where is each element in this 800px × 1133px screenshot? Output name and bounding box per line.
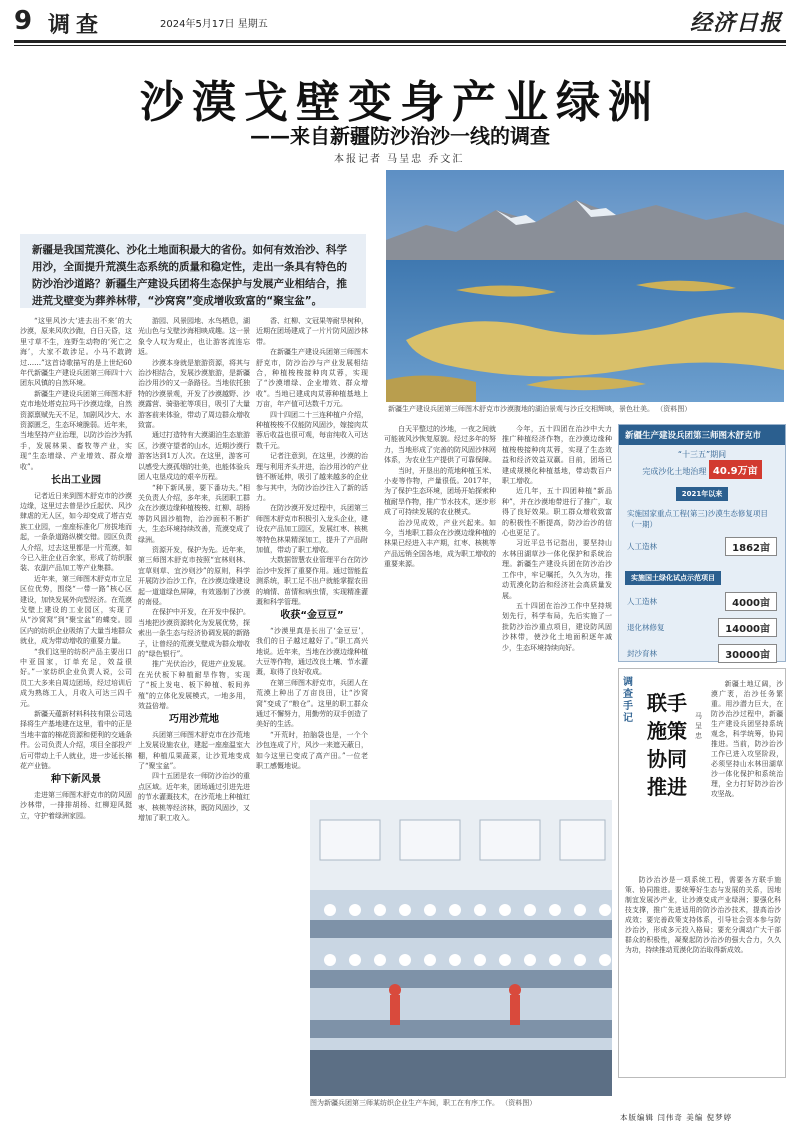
paragraph: 推广光伏治沙，促进产业发展。在光伏板下种植耐旱作物，实现了“板上发电、板下种植、板间养殖”的立体化发展模式，一地多用，效益倍增。 bbox=[138, 660, 250, 711]
section-title: 调查 bbox=[48, 13, 105, 38]
year-label: 2021年以来 bbox=[676, 487, 728, 501]
paragraph: 新疆土地辽阔，沙漠广袤，治沙任务繁重。用沙潜力巨大，在防沙治沙过程中，新疆生产建设兵团坚持系统观念，科学统筹，协同推进。当前，防沙治沙工作已进入攻坚阶段，必须坚持山水林田湖草沙一体化保护和系统治理，全力打好防沙治沙攻坚战。 bbox=[711, 680, 783, 798]
paragraph: 近几年，五十四团种植“新品种”，并在沙漠地带进行了推广，取得了良好效果。职工群众增收致富的积极性不断提高，防沙治沙的信心也更足了。 bbox=[502, 487, 612, 538]
article-column-2 bbox=[138, 316, 250, 1116]
commentary-sidebar bbox=[618, 668, 786, 1078]
paragraph: 在保护中开发，在开发中保护。当地把沙漠资源转化为发展优势，探索出一条生态与经济协调发展的新路子，让曾经的荒漠戈壁成为群众增收的“绿色银行”。 bbox=[138, 608, 250, 658]
top-photo-caption-text: 新疆生产建设兵团第三师图木舒克市沙漠腹地的湖泊景观与沙丘交相辉映，景色壮美。 bbox=[388, 405, 654, 413]
sidebar-title: 联手施策 协同推进 bbox=[647, 691, 687, 799]
byline: 本报记者 马呈忠 乔文汇 bbox=[334, 154, 465, 165]
paragraph: 四十五团是农一师防沙治沙的重点区域。近年来，团场通过引进先进的节水灌溉技术，在沙荒地上种植红枣、核桃等经济林，既防风固沙，又增加了职工收入。 bbox=[138, 772, 250, 823]
plan-label: “十三五”期间 bbox=[677, 450, 727, 459]
bottom-photo-caption bbox=[310, 1098, 612, 1108]
issue-date: 2024年5月17日 星期五 bbox=[160, 19, 268, 30]
desert-lake-photo bbox=[386, 170, 784, 402]
paragraph: “这里风沙大‘进去出不来’的大沙漠，原来风吹沙跑，白日天昏，这里寸草不生，连野生动物的‘死亡之海’，大家不敢涉足。小马不敢跨过……”这首诗歌描写的是上世纪60年代新疆生产建设兵团第三师四十六团东风镇的自然环境。 bbox=[20, 317, 132, 388]
stat-row-afforestation-1 bbox=[627, 537, 777, 556]
paragraph: 记者近日来到图木舒克市的沙漠边缘，这里过去曾是沙丘起伏、风沙肆虐的无人区，如今却变成了塔吉克族工业园，一座座标准化厂房拔地而起，一条条道路纵横交错。园区负责人介绍，过去这里都是一片荒漠，如今已入驻企业百余家，形成了纺织服装、农副产品加工等产业集群。 bbox=[20, 491, 132, 573]
paragraph: 游园、风景园地、水鸟栖息，湖光山色与戈壁沙海相映成趣。这一景象令人叹为观止，也让游客流连忘返。 bbox=[138, 317, 250, 357]
plan-value: 40.9万亩 bbox=[709, 460, 762, 479]
paragraph: 治沙见成效，产业兴起来。如今，当地职工群众在沙漠边缘种植的林果已经进入丰产期，红枣、核桃等产品远销全国各地，成为职工增收的重要来源。 bbox=[384, 518, 496, 569]
stats-infobox bbox=[618, 424, 786, 662]
sidebar-tag: 调查手记 bbox=[623, 677, 633, 724]
paragraph: 在第三师图木舒克市，兵团人在荒漠上种出了万亩良田，让“沙窝窝”变成了“粮仓”。这里的职工群众通过不懈努力，用勤劳的双手创造了美好的生活。 bbox=[256, 678, 368, 729]
paragraph: 走进第三师图木舒克市的防风固沙林带，一排排胡杨、红柳迎风挺立，守护着绿洲家园。 bbox=[20, 790, 132, 820]
paragraph: 资源开发，保护为先。近年来，第三师图木舒克市按照“宜林则林、宜草则草、宜沙则沙”的原则，科学开展防沙治沙工作，在沙漠边缘建设起一道道绿色屏障，有效遏制了沙漠的南侵。 bbox=[138, 545, 250, 606]
infobox-title: 新疆生产建设兵团第三师图木舒克市 bbox=[619, 425, 785, 445]
stat-row bbox=[627, 592, 777, 611]
newspaper-logo: 经济日报 bbox=[689, 10, 782, 36]
subheading-industrial-park: 长出工业园 bbox=[51, 475, 101, 487]
subheading-golden-beans: 收获“金豆豆” bbox=[280, 610, 344, 622]
stat-value: 1862亩 bbox=[725, 537, 777, 556]
article-column-5 bbox=[502, 424, 612, 794]
page-header bbox=[0, 0, 800, 40]
paragraph: 通过打造特有大漠湖泊生态旅游区，沙漠守望者的山水，近期沙漠行游客达到1万人次。在这里，游客可以感受大漠孤烟的壮美，也能体验兵团人屯垦戍边的艰辛历程。 bbox=[138, 431, 250, 482]
stat-label: 退化林修复 bbox=[627, 623, 665, 632]
paragraph: 大数据智慧农业管理平台在防沙治沙中发挥了重要作用。通过智能监测系统，职工足不出户就能掌握农田的墒情、苗情和病虫情，实现精准灌溉和科学管理。 bbox=[256, 556, 368, 606]
sidebar-text-continued bbox=[625, 875, 781, 1075]
paragraph: 今年，五十四团在治沙中大力推广种植经济作物，在沙漠边缘种植梭梭接种肉苁蓉，实现了生态效益和经济效益双赢。目前，团场已建成规模化种植基地，带动数百户职工增收。 bbox=[502, 425, 612, 486]
header-rule-thin bbox=[14, 45, 786, 46]
stat-value: 14000亩 bbox=[718, 618, 777, 637]
paragraph: 新疆天蕴新材料科技有限公司选择将生产基地建在这里，看中的正是当地丰富的棉花资源和便利的交通条件。公司负责人介绍，项目全部投产后可带动上千人就业，进一步延长棉花产业链。 bbox=[20, 710, 132, 771]
paragraph: “种下新风景，要下番功夫。”相关负责人介绍，多年来，兵团职工群众在沙漠边缘种植梭梭、红柳、胡杨等防风固沙植物，治沙面积不断扩大，生态环境持续改善，荒漠变成了绿洲。 bbox=[138, 483, 250, 544]
paragraph: 五十四团在治沙工作中坚持规划先行，科学布局，先后实施了一批防沙治沙重点项目，建设防风固沙林带，使沙化土地面积逐年减少，生态环境持续向好。 bbox=[502, 601, 612, 652]
stat-row-project-1 bbox=[627, 508, 777, 530]
paragraph: 记者注意到，在这里，沙漠的治理与利用齐头并进，治沙用沙的产业链不断延伸，吸引了越来越多的企业参与其中，为防沙治沙注入了新的活力。 bbox=[256, 452, 368, 502]
stat-row bbox=[627, 644, 777, 663]
top-photo-caption bbox=[388, 404, 782, 414]
stat-label: 实施国家重点工程(第三)沙漠生态修复项目（一期） bbox=[627, 509, 768, 529]
subheading-new-scenery: 种下新风景 bbox=[51, 774, 101, 786]
stat-value: 30000亩 bbox=[718, 644, 777, 663]
stat-label: 人工造林 bbox=[627, 597, 657, 606]
top-photo-credit: （资料图） bbox=[656, 405, 692, 413]
page-editors: 本版编辑 闫伟奇 美编 倪梦婷 bbox=[620, 1113, 733, 1122]
article-column-4 bbox=[384, 424, 496, 794]
article-column-3 bbox=[256, 316, 368, 796]
headline: 沙漠戈壁变身产业绿洲 bbox=[140, 77, 660, 128]
paragraph: “沙漠里真是长出了‘金豆豆’，我们的日子越过越好了。”职工高兴地说。近年来，当地在沙漠边缘种植大豆等作物，通过改良土壤、节水灌溉，取得了良好收成。 bbox=[256, 626, 368, 677]
stat-label: 人工造林 bbox=[627, 542, 657, 551]
infobox-subhead: 实施国土绿化试点示范项目 bbox=[625, 571, 721, 585]
paragraph: 白天平整过的沙地，一夜之间就可能被风沙恢复原貌。经过多年的努力，当地形成了完善的防风固沙林网体系，为农业生产提供了可靠保障。 bbox=[384, 425, 496, 465]
article-lead: 新疆是我国荒漠化、沙化土地面积最大的省份。如何有效治沙、科学用沙，全面提升荒漠生态系统的质量和稳定性，走出一条具有特色的防沙治沙道路？新疆生产建设兵团将生态保护与发展产业相结合，推进荒戈壁变为葬养林带，“沙窝窝”变成增收致富的“聚宝盆”。 bbox=[20, 234, 366, 308]
paragraph: 防沙治沙是一项系统工程，需要各方联手施策、协同推进。要统筹好生态与发展的关系，因地制宜发展沙产业，让沙漠变成产业绿洲；要强化科技支撑，推广先进适用的防沙治沙技术，提高治沙成效；要完善政策支持体系，引导社会资本参与防沙治沙，形成多元投入格局；要充分调动广大干部群众的积极性，凝聚起防沙治沙的强大合力，久久为功，持续推动荒漠化防治取得新成效。 bbox=[625, 876, 781, 954]
paragraph: 在新疆生产建设兵团第三师图木舒克市，防沙治沙与产业发展相结合，种植梭梭接种肉苁蓉，实现了“沙漠增绿、企业增效、群众增收”。当地已建成肉苁蓉种植基地上万亩，年产值可达数千万元。 bbox=[256, 348, 368, 409]
header-rule bbox=[14, 40, 786, 43]
textile-factory-photo bbox=[310, 800, 612, 1096]
paragraph: 在防沙漠开发过程中，兵团第三师图木舒克市积极引入龙头企业，建设农产品加工园区，发展红枣、核桃等特色林果精深加工，提升了产品附加值，带动了职工增收。 bbox=[256, 504, 368, 554]
article-column-1 bbox=[20, 316, 132, 1116]
paragraph: “开荒时，拍脑袋也是，一个个沙包连成了片，风沙一来遮天蔽日，如今这里已变成了高产田。”一位老职工感慨地说。 bbox=[256, 730, 368, 771]
subheading-sand-land: 巧用沙荒地 bbox=[169, 714, 219, 726]
paragraph: 近年来，第三师图木舒克市立足区位优势，围绕“一带一路”核心区建设，加快发展外向型经济。在荒漠戈壁上建设的工业园区，实现了从“沙窝窝”到“聚宝盆”的蝶变。园区内的纺织企业吸纳了大量当地群众就业，成为带动增收的重要力量。 bbox=[20, 574, 132, 646]
sidebar-text bbox=[711, 679, 783, 869]
paragraph: 新疆生产建设兵团第三师图木舒克市地处塔克拉玛干沙漠边缘，自然资源禀赋先天不足，加剧风沙大、水资源匮乏，生态环境脆弱。近年来，当地坚持产业治理，以防沙治沙为抓手，发展林果、畜牧等产业，实现“生态增绿、产业增效、群众增收”。 bbox=[20, 389, 132, 471]
subheadline: ——来自新疆防沙治沙一线的调查 bbox=[250, 124, 550, 148]
paragraph: “我们这里的纺织产品主要出口中亚国家，订单充足，效益很好。”一家纺织企业负责人说，公司员工大多来自周边团场，经过培训后成为熟练工人，月收入可达三四千元。 bbox=[20, 647, 132, 708]
stat-value: 4000亩 bbox=[725, 592, 777, 611]
paragraph: 兵团第三师图木舒克市在沙荒地上发展设施农业，建起一座座温室大棚，种植瓜果蔬菜，让沙荒地变成了“聚宝盆”。 bbox=[138, 730, 250, 771]
stat-row bbox=[627, 618, 777, 637]
year-badge bbox=[619, 487, 785, 501]
paragraph: 香、红柳、文冠果等耐旱树种，近期在团场建成了一片片防风固沙林带。 bbox=[256, 317, 368, 346]
sidebar-author: 马呈忠 bbox=[695, 712, 702, 740]
paragraph: 沙漠本身就是旅游资源，将其与治沙相结合，发展沙漠旅游，是新疆治沙用沙的又一条路径。当地依托独特的沙漠景观，开发了沙漠越野、沙漠露营、骑骆驼等项目，吸引了大量游客前来体验，带动了周边群众增收致富。 bbox=[138, 358, 250, 430]
page-number: 9 bbox=[14, 6, 33, 36]
bottom-photo-credit: （资料图） bbox=[501, 1099, 537, 1107]
stat-label: 封沙育林 bbox=[627, 649, 657, 658]
plan-text: 完成沙化土地治理 bbox=[642, 467, 707, 476]
paragraph: 当时，开垦出的荒地种植玉米、小麦等作物，产量很低。2017年，为了保护生态环境，团场开始探索种植耐旱作物，推广节水技术，逐步形成了可持续发展的农业模式。 bbox=[384, 466, 496, 517]
bottom-photo-caption-text: 图为新疆兵团第三师某纺织企业生产车间，职工在有序工作。 bbox=[310, 1099, 499, 1107]
paragraph: 习近平总书记指出，要坚持山水林田湖草沙一体化保护和系统治理。新疆生产建设兵团在防沙治沙工作中，牢记嘱托，久久为功，推动荒漠化防治和经济社会高质量发展。 bbox=[502, 539, 612, 600]
plan-stat bbox=[619, 449, 785, 479]
paragraph: 四十四团二十三连种植户介绍，种植梭梭不仅能防风固沙，嫁接肉苁蓉后收益也很可观，每亩纯收入可达数千元。 bbox=[256, 410, 368, 450]
